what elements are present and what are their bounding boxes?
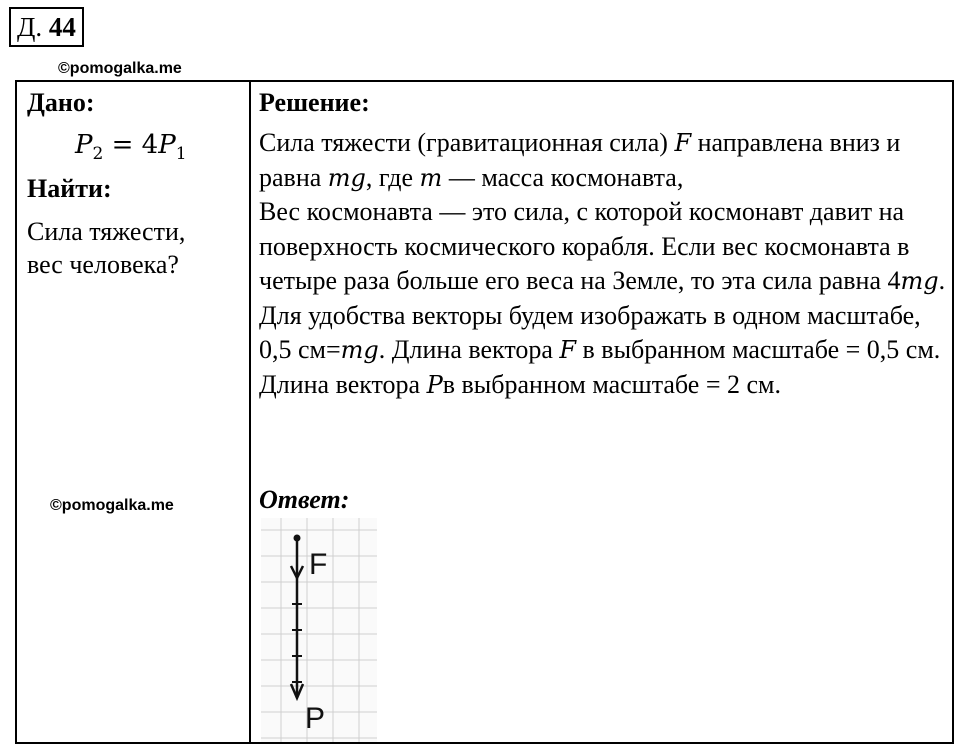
find-heading: Найти:: [27, 174, 112, 203]
solution-p1-b: направлена вниз и равна: [259, 128, 901, 192]
formula-rhs-var: P: [158, 130, 176, 160]
find-text: [27, 215, 242, 281]
var-F-2: F: [559, 336, 577, 364]
var-mg: mg: [327, 163, 366, 192]
answer-heading: Ответ:: [259, 485, 350, 514]
solution-p2-a: Вес космонавта — это сила, с которой космонавт давит на поверхность космического корабля. Если вес космонавта в четыре раза больше его веса на Земле, то эта сила равна 4: [259, 197, 910, 295]
find-line-2: вес человека?: [27, 250, 179, 279]
solution-p2-d: в выбранном масштабе = 0,5 см. Длина вектора: [259, 335, 941, 399]
solution-p2-c: . Длина вектора: [378, 335, 560, 364]
vector-P-label: P: [305, 702, 326, 735]
exercise-label: [9, 7, 84, 47]
solution-text: [259, 126, 949, 402]
solution-heading: Решение:: [259, 88, 370, 117]
var-P: P: [426, 370, 443, 399]
formula-op: = 4: [103, 130, 159, 160]
formula-lhs-sub: 2: [92, 144, 104, 165]
exercise-prefix: Д.: [17, 12, 43, 42]
watermark-bottom: ©pomogalka.me: [50, 497, 174, 514]
var-mg-3: mg: [340, 336, 379, 364]
solution-p2-e: в выбранном масштабе = 2 см.: [442, 369, 782, 399]
given-heading: Дано:: [27, 88, 95, 117]
solution-p1-a: Сила тяжести (гравитационная сила): [259, 128, 675, 157]
find-line-1: Сила тяжести,: [27, 217, 186, 246]
solution-table: [15, 80, 954, 744]
given-formula: [75, 130, 187, 164]
formula-rhs-sub: 1: [175, 144, 187, 165]
solution-p2-b: . Для удобства векторы будем изображать в одном масштабе, 0,5 см=: [259, 266, 946, 364]
vector-diagram: [261, 518, 377, 742]
given-column: [17, 82, 249, 742]
solution-column: [251, 82, 952, 742]
solution-p1-d: — масса космонавта,: [442, 162, 684, 192]
var-F: F: [674, 129, 692, 157]
watermark-top: ©pomogalka.me: [58, 60, 182, 77]
var-m: m: [419, 163, 443, 192]
vector-F-label: F: [309, 548, 328, 581]
solution-p1-c: , где: [365, 162, 420, 192]
exercise-number: 44: [48, 12, 76, 42]
var-mg-2: mg: [900, 267, 939, 295]
formula-lhs-var: P: [75, 130, 93, 160]
